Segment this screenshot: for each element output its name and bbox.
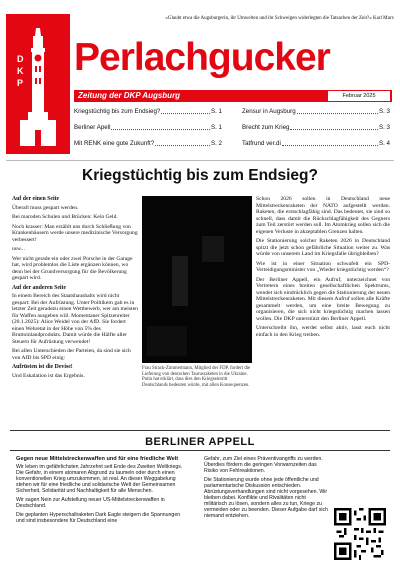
paragraph: Überall muss gespart werden. xyxy=(12,204,79,211)
toc-item[interactable] xyxy=(242,140,390,147)
paragraph: In einem Bereich des Staatshaushalts wird nicht gespart: Bei der Aufrüstung. Unter Politikern gab es in letzter Zeit geradezu einen Wettbewerb, wer am meisten für Waffen ausgeben will. Momentaner Spitzenreiter (20.1.2025): Alice Weidel von der AfD. Sie fordert einen Wehretat in der Höhe von 5% des Bruttoinlandprodukts. Damit würde die Hälfte aller Steuern für Aufrüstung verwendet! xyxy=(12,293,138,345)
section-heading: Auf der einen Seite xyxy=(12,196,60,202)
appell-left-column xyxy=(16,456,190,527)
toc-item[interactable] xyxy=(74,124,222,131)
paragraph: Gefahr, zum Ziel eines Präventivangriffs zu werden. Überdies fördern die geringen Vorwarnzeiten das Risiko von Fehlreaktionen. xyxy=(204,456,323,474)
svg-text:P: P xyxy=(17,78,24,88)
toc-item-title: Zensur in Augsburg xyxy=(242,108,296,115)
issue-date: Februar 2025 xyxy=(328,91,390,101)
paragraph: Die geplanten Hyperschallraketen Dark Eagle steigern die Spannungen und sind insbesondere für Deutschland eine xyxy=(16,512,181,525)
toc-item[interactable] xyxy=(242,124,390,131)
article-left-column xyxy=(12,196,138,382)
article-photo xyxy=(142,196,252,363)
paragraph: Bei allen Unterschieden der Parteien, da sind sie sich von AfD bis SPD einig: xyxy=(12,348,131,361)
article-right-column xyxy=(256,196,390,341)
paragraph: Die Stationierung wurde ohne jede öffentliche und parlamentarische Diskussion entschieden. Abrüstungsverhandlungen sind nicht vorgesehen. Wir bleiben dabei. Konflikte und Rivalitäten nicht militärisch zu lösen, sondern alles zu tun, Kriege zu vermeiden oder zu beenden. Dieser Aufgabe darf sich niemand entziehen. xyxy=(204,477,329,519)
masthead-quote: »Glaubt etwa die Augsburgerin, ihr Umwelten und ihr Schweigen widerlegten die Tatsachen der Zeit?« Karl Marx xyxy=(165,16,394,21)
toc-item-page: S. 3 xyxy=(378,108,390,115)
newspaper-title: Perlachgucker xyxy=(74,36,330,79)
appell-right-column xyxy=(204,456,328,522)
toc-item-page: S. 1 xyxy=(210,124,222,131)
qr-code-icon xyxy=(334,508,386,560)
toc-item[interactable] xyxy=(74,108,222,115)
paragraph: Die Stationierung solcher Raketen 2026 in Deutschland spitzt die jetzt schon gefährliche Situation weiter zu. Was würde von unserem Land im Kriegsfalle übrigbleiben? xyxy=(256,238,390,257)
paragraph: Wer nicht gerade ein oder zwei Porsche in der Garage hat, wird problemlos die Liste ergänzen können, wo denn bei der Grundversorgung für die Bevölkerung gespart wird. xyxy=(12,255,133,281)
perlach-tower-icon xyxy=(6,14,70,154)
toc-item-page: S. 4 xyxy=(378,140,390,147)
svg-text:D: D xyxy=(17,54,24,64)
paragraph: Der Berliner Appell, ein Aufruf, unterzeichnet von Vertretern eines breiten gesellschaftlichen Spektrums, wendet sich eindrücklich gegen die Stationierung der neuen Mittelstreckenraketen. Mit diesem Aufruf sollen alle Kräfte gesammelt werden, um eine breite Bewegung zu organisieren, die sich nicht kriegstüchtig machen lassen wollen. Die DKP unterstützt den Berliner Appell. xyxy=(256,276,390,322)
paragraph: Wie ist in einer Situation schwafelt ein SPD-Verteidigungsminister von „Wieder kriegstüchtig werden“? xyxy=(256,260,390,273)
toc-item-title: Brecht zum Krieg xyxy=(242,124,290,131)
subtitle-band xyxy=(74,90,392,102)
toc-item-title: Berliner Apell xyxy=(74,124,111,131)
photo-caption: Frau Strack-Zimmermann, Mitglied der FDP, fordert die Lieferung von deutschen Taurusraketen in die Ukraine. Putin hat erklärt, dass dies den Kriegseintritt Deutschlands bedeuten würde, mit allen Konsequenzen. xyxy=(142,366,251,388)
header-divider xyxy=(6,160,394,161)
toc-item[interactable] xyxy=(242,108,390,115)
paragraph: Unterschreibt ihn, werdet selbst aktiv, lasst euch nicht einfach in den Krieg treiben. xyxy=(256,325,390,338)
toc-item[interactable] xyxy=(74,140,222,147)
dkp-logo xyxy=(6,14,70,154)
paragraph: Schon 2026 sollen in Deutschland neue Mittelstreckenraketen der NATO aufgestellt werden. Raketen, die erstschlagfähig sind. Das bedeutet, sie sind so schnell, dass damit die Rückschlagfähigkeit des Gegners zum Teil zerstört werden soll. Im Atomkrieg sollen sich die eigenen Verluste in akzeptablen Grenzen halten. xyxy=(256,196,390,235)
paragraph: Wir sagen Nein zur Aufstellung neuer US-Mittelstreckenwaffen in Deutschland. xyxy=(16,497,165,510)
paragraph: Wir leben im gefährlichsten Jahrzehnt seit Ende des Zweiten Weltkriegs. Die Gefahr, in einem atomaren Abgrund zu taumeln oder durch einen konventionellen Krieg umzukommen, ist real. An dieser Weggabelung stehen wir für eine friedliche und solidarische Welt der Gemeinsamen Sicherheit, Solidarität und Nachhaltigkeit für alle Menschen. xyxy=(16,464,183,495)
toc-item-title: Mit RENK eine gute Zukunft? xyxy=(74,140,155,147)
newspaper-subtitle: Zeitung der DKP Augsburg xyxy=(78,91,181,100)
qr-code[interactable] xyxy=(334,508,386,560)
toc-item-page: S. 2 xyxy=(210,140,222,147)
toc-item-page: S. 3 xyxy=(378,124,390,131)
toc-item-title: Kriegstüchtig bis zum Endsieg? xyxy=(74,108,161,115)
appell-heading: Gegen neue Mittelstreckenwaffen und für eine friedliche Welt xyxy=(16,456,179,462)
main-headline: Kriegstüchtig bis zum Endsieg? xyxy=(82,167,318,184)
section-heading: Aufrüsten ist die Devise! xyxy=(12,364,73,370)
toc-item-page: S. 1 xyxy=(210,108,222,115)
paragraph: usw... xyxy=(12,246,25,252)
paragraph: Bei maroden Schulen und Brücken: Kein Geld. xyxy=(12,214,118,220)
portrait-image xyxy=(142,196,252,363)
paragraph: Noch krasser: Man erzählt uns durch Schließung von Krankenhäusern werde unsere medizinische Versorgung verbessert! xyxy=(12,223,138,243)
paragraph: Und Eskalation ist das Ergebnis. xyxy=(12,372,85,379)
appell-title: BERLINER APPELL xyxy=(145,436,255,448)
section-heading: Auf der anderen Seite xyxy=(12,284,67,291)
toc-item-title: Tatfrund ver.di xyxy=(242,140,281,147)
appell-divider xyxy=(10,450,390,451)
svg-text:K: K xyxy=(17,66,24,76)
